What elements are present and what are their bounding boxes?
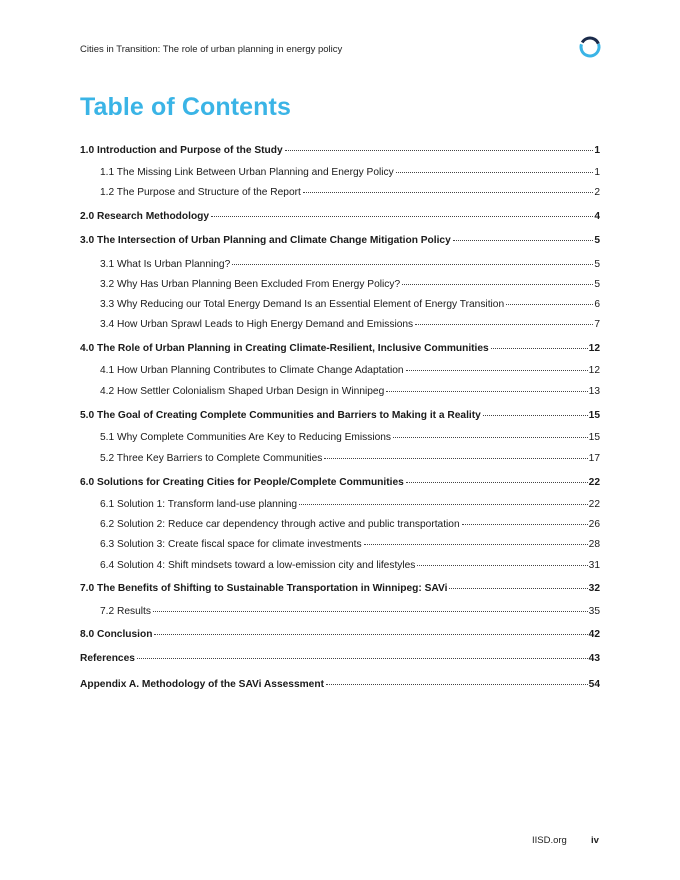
toc-entry-page: 28 <box>588 539 600 550</box>
toc-entry[interactable] <box>80 652 600 666</box>
toc-dot-leader <box>406 370 588 371</box>
toc-entry-page: 5 <box>594 235 600 246</box>
toc-entry-page: 32 <box>588 583 600 594</box>
running-header: Cities in Transition: The role of urban planning in energy policy <box>80 44 343 55</box>
toc-dot-leader <box>396 172 594 173</box>
toc-entry-page: 12 <box>588 343 600 354</box>
toc-entry[interactable] <box>80 144 600 158</box>
toc-entry[interactable] <box>80 582 600 596</box>
toc-entry-title: 3.3 Why Reducing our Total Energy Demand Is an Essential Element of Energy Transition <box>100 299 505 310</box>
toc-dot-leader <box>491 348 588 349</box>
toc-entry-title: 4.1 How Urban Planning Contributes to Climate Change Adaptation <box>100 365 404 376</box>
toc-dot-leader <box>406 482 588 483</box>
toc-dot-leader <box>232 264 593 265</box>
toc-entry[interactable] <box>80 210 600 224</box>
toc-entry[interactable] <box>80 364 600 378</box>
toc-entry-page: 15 <box>588 432 600 443</box>
toc-entry-title: 7.2 Results <box>100 606 151 617</box>
toc-entry-page: 42 <box>588 629 600 640</box>
toc-entry-title: 3.0 The Intersection of Urban Planning and Climate Change Mitigation Policy <box>80 235 451 246</box>
toc-dot-leader <box>211 216 593 217</box>
toc-entry-title: 6.4 Solution 4: Shift mindsets toward a low-emission city and lifestyles <box>100 560 416 571</box>
toc-entry[interactable] <box>80 258 600 272</box>
toc-entry[interactable] <box>80 409 600 423</box>
toc-dot-leader <box>462 524 588 525</box>
toc-entry-title: 6.1 Solution 1: Transform land-use planning <box>100 499 298 510</box>
toc-entry[interactable] <box>80 318 600 332</box>
toc-entry-page: 35 <box>588 606 600 617</box>
toc-entry-title: 8.0 Conclusion <box>80 629 153 640</box>
toc-entry-page: 13 <box>588 386 600 397</box>
toc-entry-page: 5 <box>594 259 600 270</box>
toc-entry-title: 1.1 The Missing Link Between Urban Planning and Energy Policy <box>100 167 394 178</box>
toc-entry[interactable] <box>80 605 600 619</box>
toc-dot-leader <box>393 437 588 438</box>
toc-entry-title: 6.3 Solution 3: Create fiscal space for climate investments <box>100 539 362 550</box>
toc-dot-leader <box>415 324 593 325</box>
toc-entry[interactable] <box>80 385 600 399</box>
toc-entry-title: 5.0 The Goal of Creating Complete Communities and Barriers to Making it a Reality <box>80 410 481 421</box>
toc-entry[interactable] <box>80 278 600 292</box>
toc-dot-leader <box>402 284 593 285</box>
toc-entry-title: 5.1 Why Complete Communities Are Key to Reducing Emissions <box>100 432 392 443</box>
toc-entry-title: 3.2 Why Has Urban Planning Been Excluded From Energy Policy? <box>100 279 401 290</box>
footer-site: IISD.org <box>532 835 567 846</box>
toc-entry-page: 17 <box>588 453 600 464</box>
toc-entry[interactable] <box>80 186 600 200</box>
toc-entry-title: 2.0 Research Methodology <box>80 211 210 222</box>
toc-entry-page: 1 <box>594 167 600 178</box>
toc-entry-page: 7 <box>594 319 600 330</box>
toc-entry-page: 1 <box>594 145 600 156</box>
toc-entry-page: 43 <box>588 653 600 664</box>
toc-entry-page: 15 <box>588 410 600 421</box>
toc-entry[interactable] <box>80 678 600 692</box>
toc-dot-leader <box>483 415 588 416</box>
toc-entry-title: 5.2 Three Key Barriers to Complete Communities <box>100 453 323 464</box>
toc-entry-title: 6.0 Solutions for Creating Cities for People/Complete Communities <box>80 477 404 488</box>
footer-page-number: iv <box>591 835 599 846</box>
toc-entry[interactable] <box>80 538 600 552</box>
toc-dot-leader <box>453 240 594 241</box>
toc-entry-title: 3.1 What Is Urban Planning? <box>100 259 231 270</box>
toc-entry[interactable] <box>80 342 600 356</box>
toc-entry[interactable] <box>80 431 600 445</box>
toc-entry[interactable] <box>80 476 600 490</box>
toc-entry[interactable] <box>80 498 600 512</box>
toc-entry-title: 1.0 Introduction and Purpose of the Study <box>80 145 283 156</box>
toc-entry-title: 6.2 Solution 2: Reduce car dependency through active and public transportation <box>100 519 460 530</box>
page-title: Table of Contents <box>80 93 291 121</box>
toc-dot-leader <box>324 458 587 459</box>
toc-dot-leader <box>154 634 587 635</box>
toc-entry-page: 31 <box>588 560 600 571</box>
toc-entry-title: 7.0 The Benefits of Shifting to Sustainable Transportation in Winnipeg: SAVi <box>80 583 448 594</box>
toc-dot-leader <box>417 565 587 566</box>
toc-entry-title: 4.2 How Settler Colonialism Shaped Urban Design in Winnipeg <box>100 386 385 397</box>
toc-entry-page: 22 <box>588 499 600 510</box>
toc-entry-title: 3.4 How Urban Sprawl Leads to High Energy Demand and Emissions <box>100 319 414 330</box>
toc-entry-page: 12 <box>588 365 600 376</box>
toc-entry[interactable] <box>80 298 600 312</box>
toc-entry-page: 5 <box>594 279 600 290</box>
toc-dot-leader <box>449 588 587 589</box>
toc-dot-leader <box>299 504 588 505</box>
toc-entry[interactable] <box>80 518 600 532</box>
toc-entry[interactable] <box>80 166 600 180</box>
toc-entry-title: 1.2 The Purpose and Structure of the Report <box>100 187 301 198</box>
toc-entry-title: Appendix A. Methodology of the SAVi Assessment <box>80 679 324 690</box>
toc-entry[interactable] <box>80 234 600 248</box>
toc-entry-page: 6 <box>594 299 600 310</box>
toc-dot-leader <box>326 684 588 685</box>
toc-dot-leader <box>285 150 594 151</box>
toc-dot-leader <box>137 658 588 659</box>
toc-entry-title: References <box>80 653 135 664</box>
toc-entry[interactable] <box>80 559 600 573</box>
toc-entry-page: 22 <box>588 477 600 488</box>
toc-entry-page: 54 <box>588 679 600 690</box>
toc-dot-leader <box>303 192 593 193</box>
toc-dot-leader <box>153 611 588 612</box>
toc-entry-page: 26 <box>588 519 600 530</box>
toc-entry-page: 2 <box>594 187 600 198</box>
toc-entry-title: 4.0 The Role of Urban Planning in Creating Climate-Resilient, Inclusive Communities <box>80 343 489 354</box>
iisd-logo-icon <box>578 35 602 59</box>
toc-dot-leader <box>364 544 588 545</box>
toc-dot-leader <box>506 304 593 305</box>
toc-entry-page: 4 <box>594 211 600 222</box>
toc-dot-leader <box>386 391 587 392</box>
toc-entry[interactable] <box>80 452 600 466</box>
toc-entry[interactable] <box>80 628 600 642</box>
